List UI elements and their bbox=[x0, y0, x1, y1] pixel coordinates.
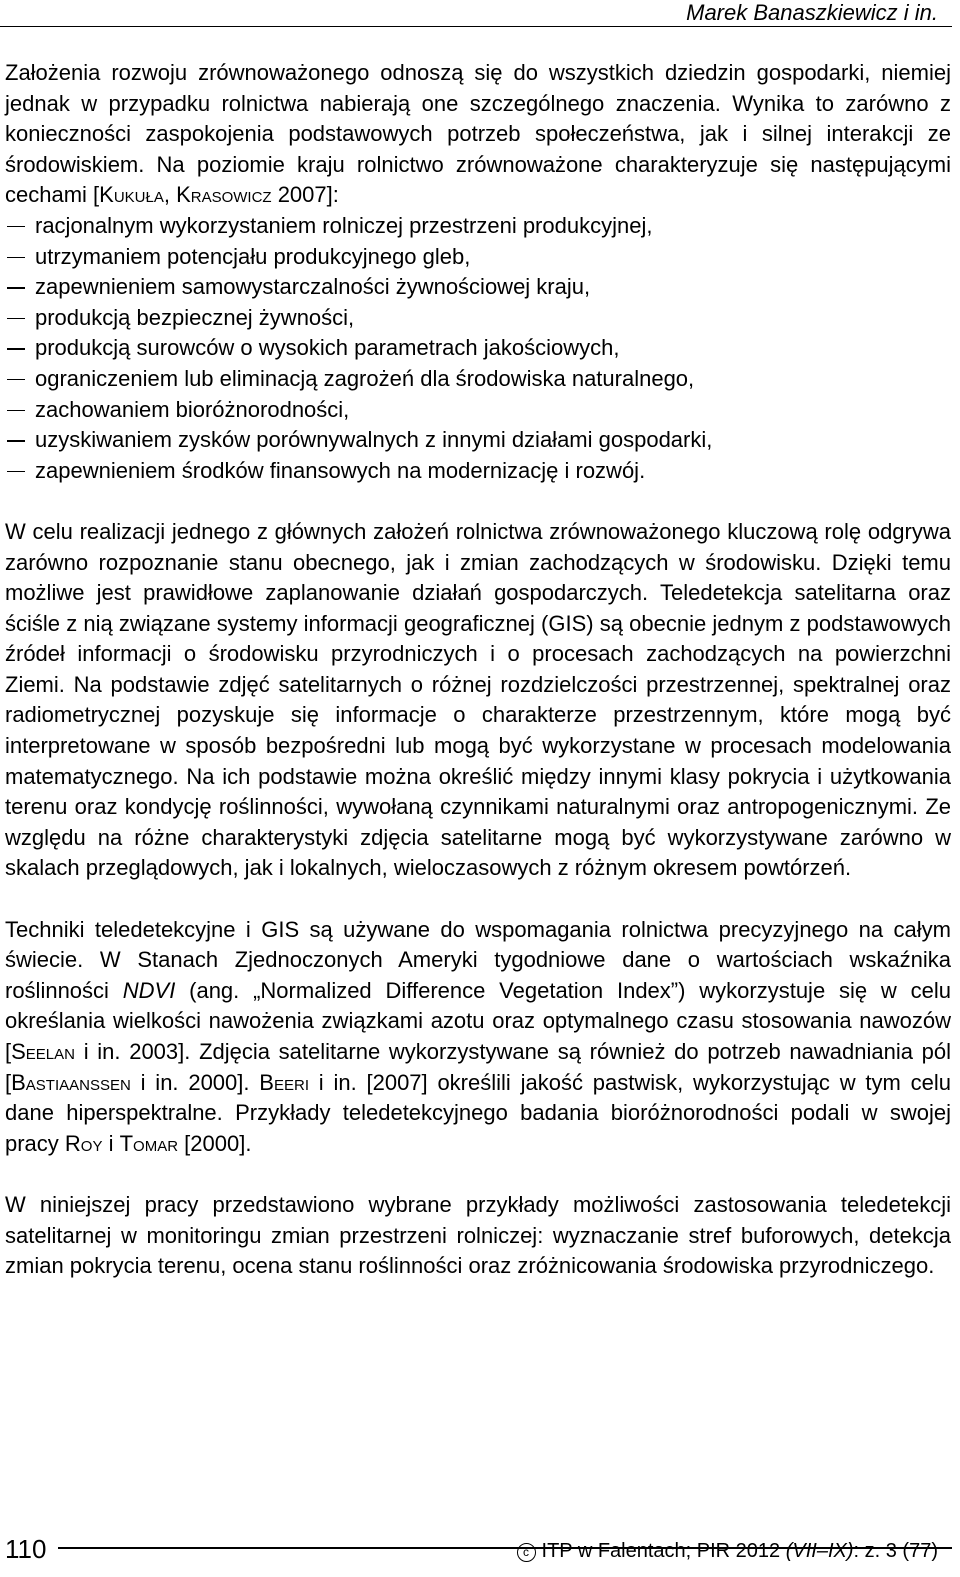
ndvi-term: NDVI bbox=[122, 977, 176, 1003]
dash-bullet-icon bbox=[7, 318, 25, 320]
list-item: racjonalnym wykorzystaniem rolniczej przestrzeni produkcyjnej, bbox=[5, 211, 951, 242]
page-number: 110 bbox=[5, 1534, 47, 1564]
article-body bbox=[5, 58, 951, 1282]
citation-kukula-krasowicz: Kukuła, Krasowicz bbox=[99, 182, 272, 208]
citation-roy: Roy bbox=[64, 1130, 103, 1156]
features-list bbox=[5, 211, 951, 486]
header-authors: Marek Banaszkiewicz i in. bbox=[686, 0, 938, 25]
list-item: produkcją surowców o wysokich parametrach jakościowych, bbox=[5, 333, 951, 364]
page-footer bbox=[0, 1528, 952, 1572]
paragraph-precision-agriculture: Techniki teledetekcyjne i GIS są używane do wspomagania rolnictwa precyzyjnego na całym świecie. W Stanach Zjednoczonych Ameryki tygodniowe dane o wartościach wskaźnika roślinności NDVI (ang. „Normalized Difference Vegetation Index”) wykorzystuje się w celu określania wielkości nawożenia związkami azotu oraz optymalnego czasu stosowania nawozów [Seelan i in. 2003]. Zdjęcia satelitarne wykorzystywane są również do potrzeb nawadniania pól [Bastiaanssen i in. 2000]. Beeri i in. [2007] określili jakość pastwisk, wykorzystując w tym celu dane hiperspektralne. Przykłady teledetekcyjnego badania bioróżnorodności podali w swojej pracy Roy i Tomar [2000]. bbox=[5, 916, 951, 1156]
list-item: zapewnieniem środków finansowych na modernizację i rozwój. bbox=[5, 456, 951, 487]
dash-bullet-icon bbox=[7, 257, 25, 259]
footer-pages: : z. 3 (77) bbox=[853, 1540, 938, 1562]
list-item: produkcją bezpiecznej żywności, bbox=[5, 303, 951, 334]
dash-bullet-icon bbox=[7, 471, 25, 473]
list-item: zachowaniem bioróżnorodności, bbox=[5, 395, 951, 426]
list-item: utrzymaniem potencjału produkcyjnego gleb, bbox=[5, 242, 951, 273]
footer-publication-info bbox=[517, 1540, 938, 1563]
dash-bullet-icon bbox=[7, 440, 25, 442]
running-header bbox=[0, 0, 952, 27]
dash-bullet-icon bbox=[7, 379, 25, 381]
citation-seelan: Seelan bbox=[11, 1039, 75, 1064]
dash-bullet-icon bbox=[7, 348, 25, 350]
paragraph-remote-sensing: W celu realizacji jednego z głównych założeń rolnictwa zrównoważonego kluczową rolę odgrywa zarówno rozpoznanie stanu obecnego, jak i zmian zachodzących w środowisku. Dzięki temu możliwe jest prawidłowe zaplanowanie działań gospodarczych. Teledetekcja satelitarna oraz ściśle z nią związane systemy informacji geograficznej (GIS) są obecnie jednym z podstawowych źródeł informacji o środowisku przyrodniczych i o procesach zachodzących na powierzchni Ziemi. Na podstawie zdjęć satelitarnych o różnej rozdzielczości przestrzennej, spektralnej oraz radiometrycznej pozyskuje się informacje o charakterze przestrzennym, które mogą być interpretowane w sposób bezpośredni lub mogą być wykorzystane w procesach modelowania matematycznego. Na ich podstawie można określić między innymi klasy pokrycia i użytkowania terenu oraz kondycję roślinności, wywołaną czynnikami naturalnymi oraz antropogenicznymi. Ze względu na różne charakterystyki zdjęcia satelitarne mogą być wykorzystywane zarówno w skalach przeglądowych, jak i lokalnych, wieloczasowych z różnym okresem powtórzeń. bbox=[5, 518, 951, 881]
list-item: uzyskiwaniem zysków porównywalnych z innymi działami gospodarki, bbox=[5, 425, 951, 456]
dash-bullet-icon bbox=[7, 410, 25, 412]
list-item: zapewnieniem samowystarczalności żywnościowej kraju, bbox=[5, 272, 951, 303]
footer-issue: (VII–IX) bbox=[785, 1540, 854, 1562]
copyright-icon: c bbox=[517, 1543, 536, 1562]
citation-beeri: Beeri bbox=[259, 1069, 309, 1095]
paragraph-aim-of-work: W niniejszej pracy przedstawiono wybrane przykłady możliwości zastosowania teledetekcji satelitarnej w monitoringu zmian przestrzeni rolniczej: wyznaczanie stref buforowych, detekcja zmian pokrycia terenu, ocena stanu roślinności oraz zróżnicowania środowiska przyrodniczego. bbox=[5, 1191, 951, 1279]
list-item: ograniczeniem lub eliminacją zagrożeń dla środowiska naturalnego, bbox=[5, 364, 951, 395]
citation-tomar: Tomar bbox=[119, 1130, 179, 1156]
footer-publisher: ITP w Falentach; PIR 2012 bbox=[541, 1540, 786, 1562]
dash-bullet-icon bbox=[7, 226, 25, 228]
citation-bastiaanssen: Bastiaanssen bbox=[11, 1069, 131, 1095]
dash-bullet-icon bbox=[7, 287, 25, 289]
paragraph-sustainable-agriculture: Założenia rozwoju zrównoważonego odnoszą się do wszystkich dziedzin gospodarki, niemiej jednak w przypadku rolnictwa nabierają one szczególnego znaczenia. Wynika to zarówno z konieczności zaspokojenia podstawowych potrzeb społeczeństwa, jak i silnej interakcji ze środowiskiem. Na poziomie kraju rolnictwo zrównoważone charakteryzuje się następującymi cechami [Kukuła, Krasowicz 2007]: bbox=[5, 60, 951, 208]
